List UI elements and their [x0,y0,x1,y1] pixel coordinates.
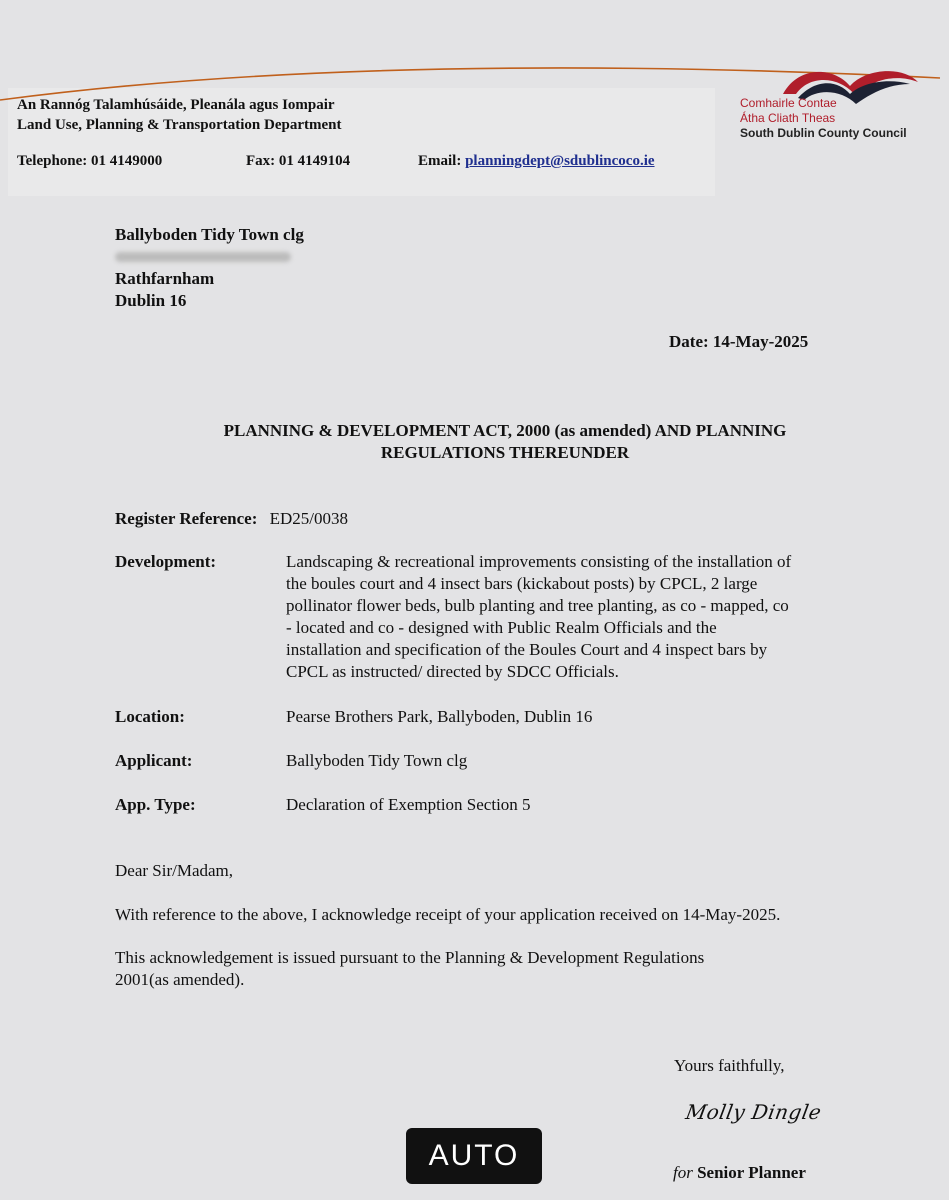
recipient-address [115,224,304,312]
development-label: Development: [115,552,217,571]
development-line: installation and specification of the Boules Court and 4 inspect bars by [286,640,768,659]
development-line: the boules court and 4 insect bars (kickabout posts) by CPCL, 2 large [286,574,758,593]
closing-yours-faithfully: Yours faithfully, [674,1056,785,1075]
council-name-line2: Átha Cliath Theas [740,111,836,125]
email-link[interactable]: planningdept@sdublincoco.ie [465,153,655,169]
council-name-line1: Comhairle Contae [740,96,837,110]
dept-name-irish: An Rannóg Talamhúsáide, Pleanála agus Iompair [17,97,335,113]
signatory-role [673,1163,806,1183]
fax: Fax: 01 4149104 [246,153,351,169]
title-line2: REGULATIONS THEREUNDER [380,443,630,462]
email-line [418,151,655,171]
development-line: CPCL as instructed/ directed by SDCC Officials. [286,662,619,681]
app-type-value: Declaration of Exemption Section 5 [286,795,531,814]
development-line: Landscaping & recreational improvements consisting of the installation of [286,552,792,571]
recipient-city: Dublin 16 [115,291,187,310]
app-type-label: App. Type: [115,795,196,814]
register-reference-value: ED25/0038 [269,509,349,528]
development-line: pollinator flower beds, bulb planting and tree planting, as co - mapped, co [286,596,789,615]
applicant-row [115,750,815,772]
role-title: Senior Planner [697,1163,806,1182]
location-row [115,706,815,728]
email-label: Email: [418,153,462,169]
applicant-value: Ballyboden Tidy Town clg [286,751,468,770]
regulations-paragraph [115,947,875,991]
register-reference-label: Register Reference: [115,509,258,528]
signature: Molly Dingle [683,1100,824,1124]
location-label: Location: [115,707,185,726]
register-reference-row [115,508,348,530]
letter-date: Date: 14-May-2025 [669,332,809,351]
recipient-town: Rathfarnham [115,269,215,288]
app-type-row [115,794,815,816]
recipient-name: Ballyboden Tidy Town clg [115,225,304,244]
acknowledgement-paragraph: With reference to the above, I acknowledge receipt of your application received on 14-May-2025. [115,905,781,924]
development-line: - located and co - designed with Public Realm Officials and the [286,618,717,637]
regulations-line1: This acknowledgement is issued pursuant to the Planning & Development Regulations [115,948,705,967]
letter-title [115,420,895,464]
development-description [286,551,866,683]
salutation: Dear Sir/Madam, [115,861,234,880]
regulations-line2: 2001(as amended). [115,970,245,989]
location-value: Pearse Brothers Park, Ballyboden, Dublin 16 [286,707,593,726]
title-line1: PLANNING & DEVELOPMENT ACT, 2000 (as amended) AND PLANNING [223,421,787,440]
council-name-line3: South Dublin County Council [740,126,907,140]
for-prefix: for [673,1163,693,1182]
redacted-address-line [115,252,291,262]
dept-name-english: Land Use, Planning & Transportation Department [17,117,342,133]
auto-button[interactable]: AUTO [406,1128,542,1184]
applicant-label: Applicant: [115,751,193,770]
council-name [740,96,907,141]
telephone: Telephone: 01 4149000 [17,153,163,169]
